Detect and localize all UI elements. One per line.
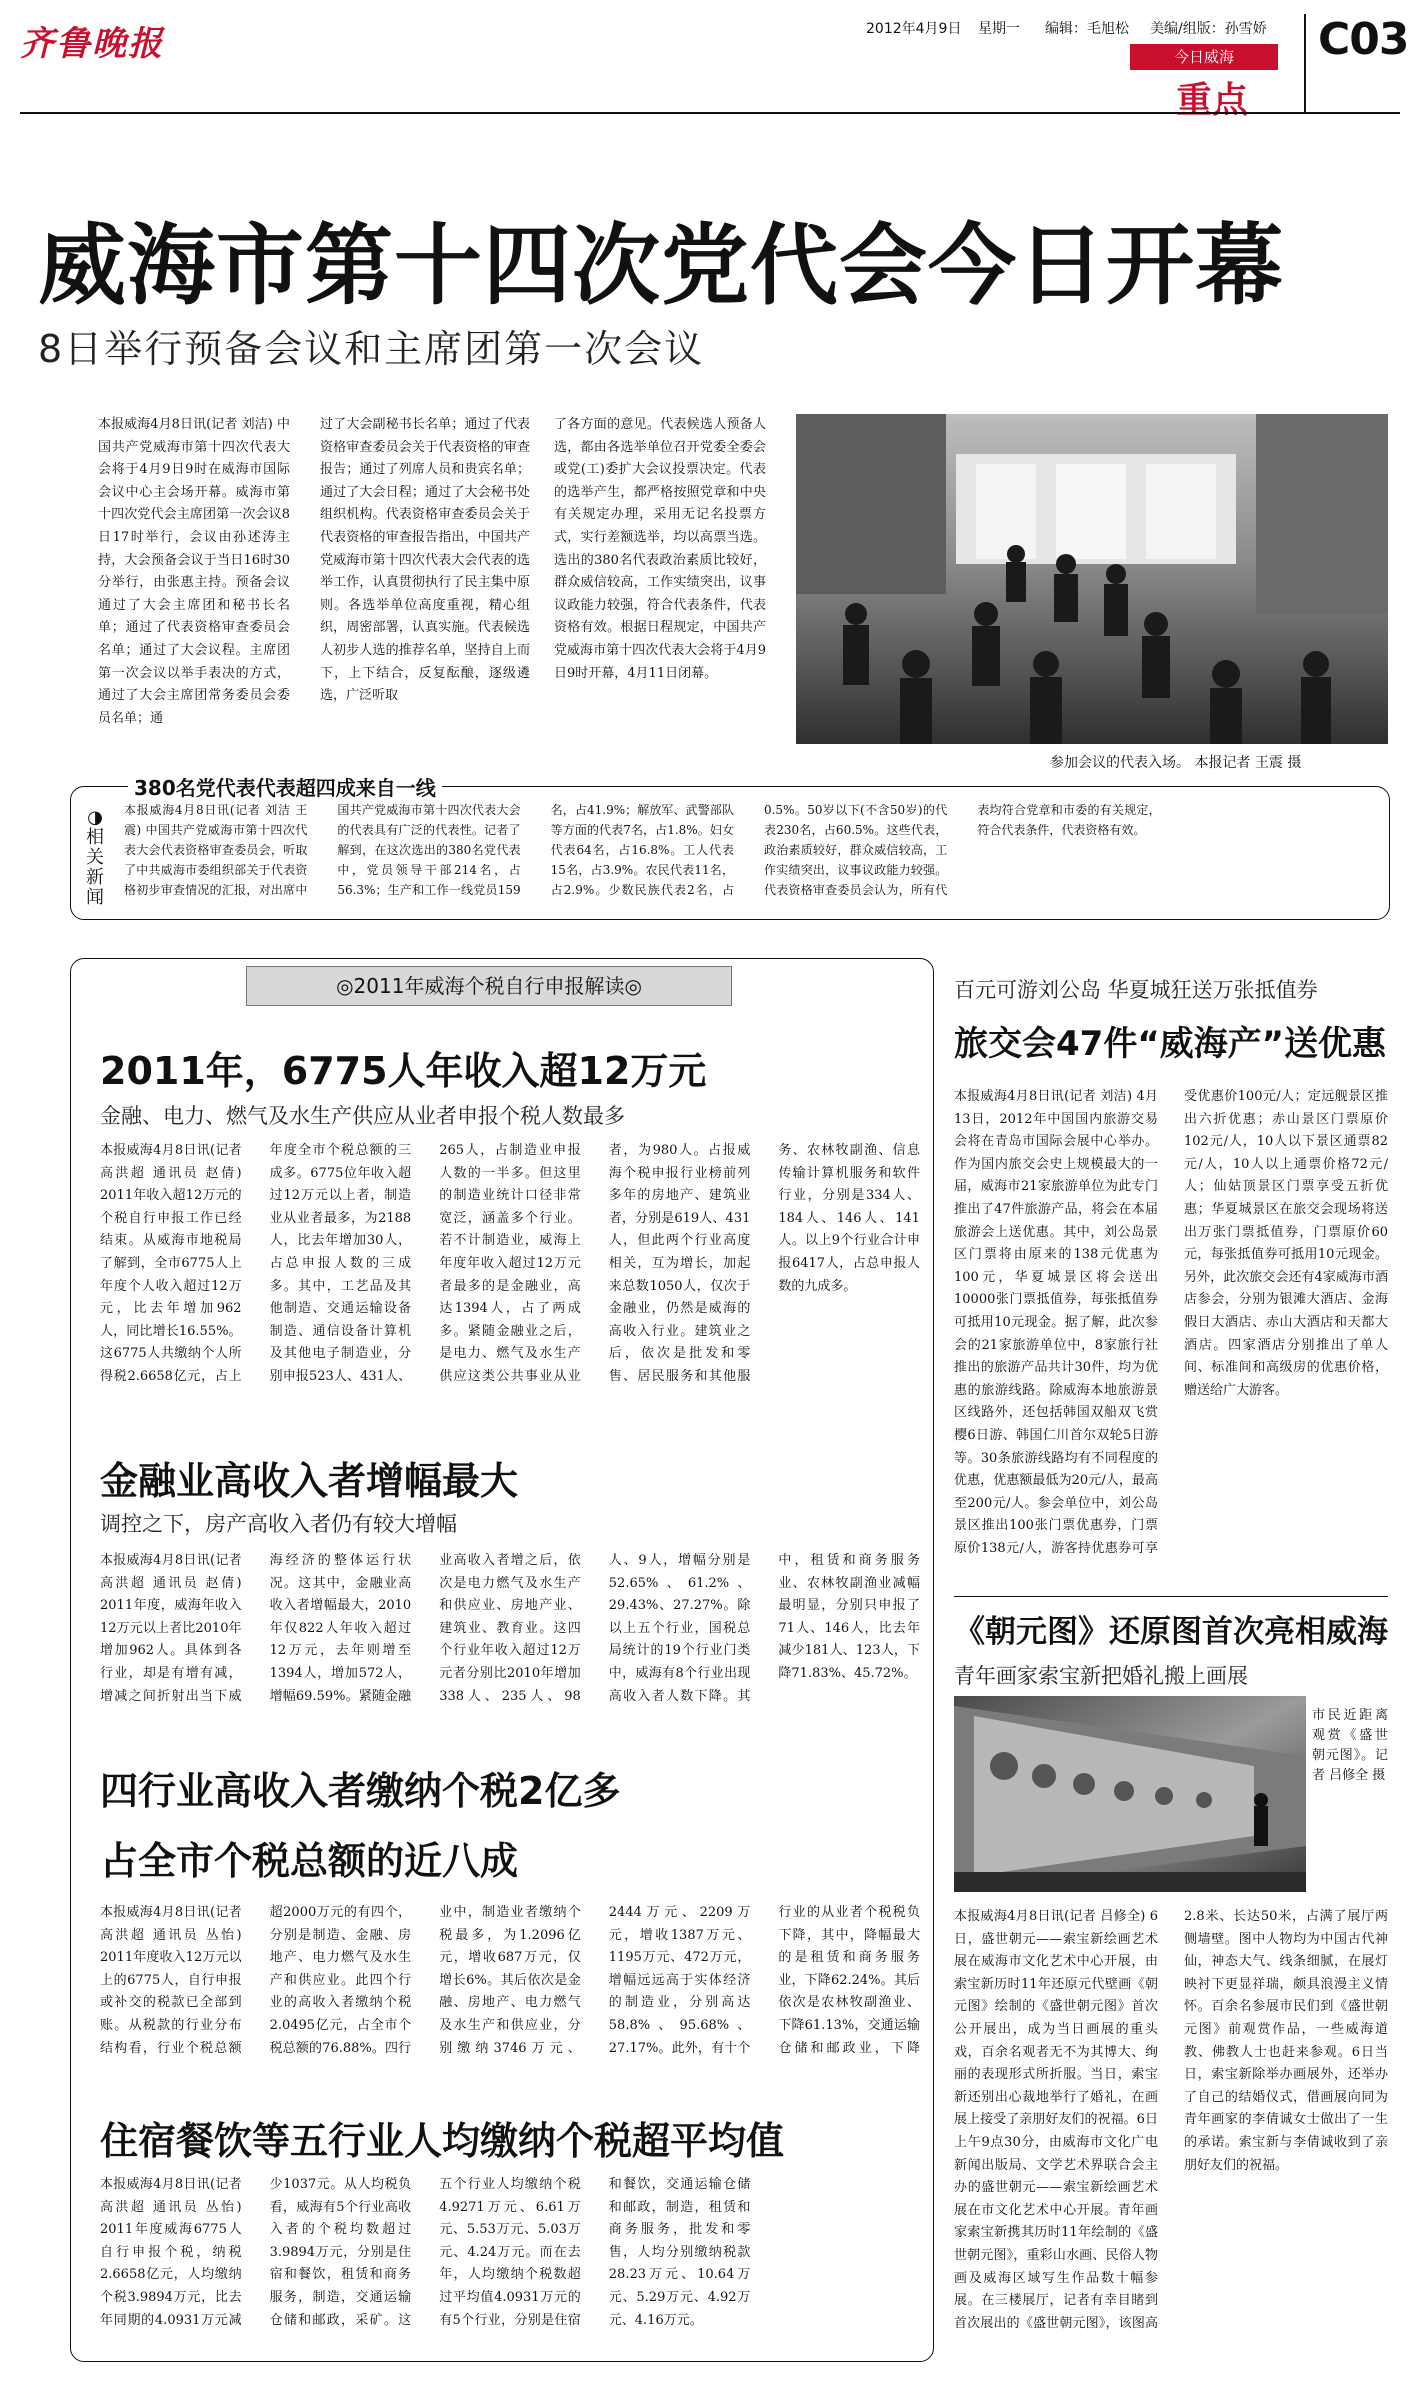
lead-column-1: 本报威海4月8日讯(记者 刘洁) 中国共产党威海市第十四次代表大会将于4月9日9时在威海市国际会议中心主会场开幕。威海市第十四次党代会主席团第一次会议8日17时举行，会议由孙述涛主持，大会预备会议于当日16时30分举行，由张惠主持。预备会议通过了大会主席团和秘书长名单；通过了代表资格审查委员会名单；通过了大会议程。主席团第一次会议以举手表决的方式，通过了大会主席团常务委员会委员名单；通 [98, 417, 290, 726]
art-subhead: 青年画家索宝新把婚礼搬上画展 [954, 1664, 1248, 1688]
tax-a4-headline: 住宿餐饮等五行业人均缴纳个税超平均值 [100, 2119, 785, 2163]
lead-headline: 威海市第十四次党代会今日开幕 [38, 214, 1285, 317]
tax-a3-headline-2: 占全市个税总额的近八成 [100, 1839, 519, 1883]
tax-a2-subhead: 调控之下，房产高收入者仍有较大增幅 [100, 1512, 457, 1536]
paper-logo: 齐鲁晚报 [20, 24, 164, 64]
lead-column-3: 了各方面的意见。代表候选人预备人选，都由各选举单位召开党委全委会或党(工)委扩大会议投票决定。代表的选举产生，都严格按照党章和中央有关规定办理，采用无记名投票方式，实行差额选举，均以高票当选。选出的380名代表政治素质比较好，群众威信较高，工作实绩突出，议事议政能力较强，符合代表条件，代表资格有效。根据日程规定，中国共产党威海市第十四次代表大会将于4月9日9时开幕，4月11日闭幕。 [554, 417, 766, 681]
tax-a1-text: 本报威海4月8日讯(记者 高洪超 通讯员 赵倩) 2011年收入超12万元的个税自行申报工作已经结束。从威海市地税局了解到，全市6775人上年度个人收入超过12万元，比去年增加962人，同比增长16.55%。这6775人共缴纳个人所得税2.6658亿元，占上年度全市个税总额的三成多。6775位年收入超过12万元以上者，制造业从业者最多，为2188人，比去年增加30人，占总申报人数的三成多。其中，工艺品及其他制造、交通运输设备制造、通信设备计算机及其他电子制造业，分别申报523人、431人、265人，占制造业申报人数的一半多。但这里的制造业统计口径非常宽泛，涵盖多个行业。若不计制造业，威海上年度年收入超过12万元者最多的是金融业，高达1394人，占了两成多。紧随金融业之后，是电力、燃气及水生产供应这类公共事业从业者，为980人。占报威海个税申报行业榜前列多年的房地产、建筑业者，分别是619人、431人，但此两个行业高度相关，互为增长，加起来总数1050人，仅次于金融业，仍然是威海的高收入行业。建筑业之后，依次是批发和零售、居民服务和其他服务、农林牧副渔、信息传输计算机服务和软件行业，分别是334人、184人、146人、141人。以上9个行业合计申报6417人，占总申报人数的九成多。 [100, 1143, 920, 1384]
related-text: 本报威海4月8日讯(记者 刘洁 王震) 中国共产党威海市第十四次代表大会代表资格审查委员会，听取了中共威海市委组织部关于代表资格初步审查情况的汇报，对出席中国共产党威海市第十四次代表大会的代表具有广泛的代表性。记者了解到，在这次选出的380名党代表中，党员领导干部214名，占56.3%；生产和工作一线党员159名，占41.9%；解放军、武警部队等方面的代表7名，占1.8%。妇女代表64名，占16.8%。工人代表15名，占3.9%。农民代表11名，占2.9%。少数民族代表2名，占0.5%。50岁以下(不含50岁)的代表230名，占60.5%。这些代表，政治素质较好，群众威信较高，工作实绩突出，议事议政能力较强。代表资格审查委员会认为，所有代表均符合党章和市委的有关规定，符合代表条件，代表资格有效。 [124, 803, 1161, 897]
tax-a1-subhead: 金融、电力、燃气及水生产供应从业者申报个税人数最多 [100, 1104, 625, 1128]
lead-photo-caption: 参加会议的代表入场。 本报记者 王震 摄 [1050, 755, 1302, 771]
issue-date: 2012年4月9日 [866, 21, 962, 37]
tax-a3-text: 本报威海4月8日讯(记者 高洪超 通讯员 丛怡) 2011年度收入12万元以上的6775人，自行申报或补交的税款已全部到账。从税款的行业分布结构看，行业个税总额超2000万元的有四个，分别是制造、金融、房地产、电力燃气及水生产和供应业。此四个行业的高收入者缴纳个税2.0495亿元，占全市个税总额的76.88%。四行业中，制造业者缴纳个税最多，为1.2096亿元，增收687万元，仅增长6%。其后依次是金融、房地产、电力燃气及水生产和供应业，分别缴纳3746万元、2444万元、2209万元，增收1387万元、1195万元、472万元，增幅远远高于实体经济的制造业，分别高达58.8%、95.68%、27.17%。此外，有十个行业的从业者个税税负下降，其中，降幅最大的是租赁和商务服务业，下降62.24%。其后依次是农林牧副渔业、下降61.13%，交通运输仓储和邮政业，下降 [100, 1905, 920, 2056]
section-title: 重点 [1176, 80, 1249, 121]
art-headline: 《朝元图》还原图首次亮相威海 [954, 1614, 1388, 1650]
right-rule [954, 1596, 1388, 1597]
travel-kicker: 百元可游刘公岛 华夏城狂送万张抵值券 [954, 978, 1318, 1002]
editor-credit: 编辑：毛旭松 [1045, 21, 1129, 37]
designer-credit: 美编/组版：孙雪娇 [1150, 21, 1267, 37]
issue-weekday: 星期一 [978, 21, 1020, 37]
travel-headline: 旅交会47件“威海产”送优惠 [954, 1024, 1387, 1064]
related-title: 380名党代表代表超四成来自一线 [128, 772, 442, 801]
tax-a1-headline: 2011年，6775人年收入超12万元 [100, 1049, 707, 1093]
lead-column-2: 过了大会副秘书长名单；通过了代表资格审查委员会关于代表资格的审查报告；通过了列席人员和贵宾名单；通过了大会日程；通过了大会秘书处组织机构。代表资格审查委员会关于代表资格的审查报告指出，中国共产党威海市第十四次代表大会代表的选举工作，认真贯彻执行了民主集中原则。各选举单位高度重视，精心组织，周密部署，认真实施。代表候选人初步人选的推荐名单，坚持自上而下，上下结合，反复酝酿，逐级遴选，广泛听取 [320, 417, 530, 704]
tax-a3-headline-1: 四行业高收入者缴纳个税2亿多 [100, 1769, 621, 1813]
page-number: C03 [1318, 14, 1409, 65]
tax-a4-text: 本报威海4月8日讯(记者 高洪超 通讯员 丛怡) 2011年度威海6775人自行申报个税，纳税2.6658亿元，人均缴纳个税3.9894万元，比去年同期的4.0931万元减少1037元。从人均税负看，威海有5个行业高收入者的个税均数超过3.9894万元，分别是住宿和餐饮，租赁和商务服务，制造，交通运输仓储和邮政，采矿。这五个行业人均缴纳个税4.9271万元、6.61万元、5.53万元、5.03万元、4.24万元。而在去年，人均缴纳个税数超过平均值4.0931万元的有5个行业，分别是住宿和餐饮，交通运输仓储和邮政，制造，租赁和商务服务，批发和零售，人均分别缴纳税款28.23万元、10.64万元、5.29万元、4.92万元、4.16万元。 [100, 2177, 751, 2328]
masthead-rule [20, 112, 1400, 114]
related-label-text: 相关新闻 [86, 827, 104, 908]
travel-text: 本报威海4月8日讯(记者 刘洁) 4月13日，2012年中国国内旅游交易会将在青岛市国际会展中心举办。作为国内旅交会史上规模最大的一届，威海市21家旅游单位为此专门推出了47件旅游产品，将会在本届旅游会上送优惠。其中，刘公岛景区门票将由原来的138元优惠为100元，华夏城景区将会送出10000张门票抵值券，每张抵值券可抵用10元现金。据了解，此次参会的21家旅游单位中，8家旅行社推出的旅游产品共计30件，均为优惠的旅游线路。除威海本地旅游景区线路外，还包括韩国双船双飞赏樱6日游、韩国仁川首尔双轮5日游等。30条旅游线路均有不同程度的优惠，优惠额最低为20元/人，最高至200元/人。参会单位中，刘公岛景区推出100张门票优惠券，门票原价138元/人，游客持优惠券可享受优惠价100元/人；定远舰景区推出六折优惠；赤山景区门票原价102元/人，10人以下景区通票82元/人，10人以上通票价格72元/人；仙姑顶景区门票享受五折优惠；华夏城景区在旅交会现场将送出万张门票抵值券，门票原价60元，每张抵值券可抵用10元现金。另外，此次旅交会还有4家威海市酒店参会，分别为银滩大酒店、金海假日大酒店、赤山大酒店和天都大酒店。四家酒店分别推出了单人间、标准间和高级房的优惠价格，赠送给广大游客。 [954, 1089, 1388, 1556]
lead-photo [796, 414, 1388, 744]
tax-banner: ◎2011年威海个税自行申报解读◎ [246, 966, 732, 1006]
related-bullet-icon: ◑ [87, 807, 103, 828]
tax-a2-text: 本报威海4月8日讯(记者 高洪超 通讯员 赵倩) 2011年度，威海年收入12万元以上者比2010年增加962人。具体到各行业，却是有增有减，增减之间折射出当下威海经济的整体运行状况。这其中，金融业高收入者增幅最大，2010年仅822人年收入超过12万元，去年则增至1394人，增加572人，增幅69.59%。紧随金融业高收入者增之后，依次是电力燃气及水生产和供应业、房地产业、建筑业、教育业。这四个行业年收入超过12万元者分别比2010年增加338人、235人、98人、9人，增幅分别是52.65%、61.2%、29.43%、27.27%。除以上五个行业，国税总局统计的19个行业门类中，威海有8个行业出现高收入者人数下降。其中，租赁和商务服务业、农林牧副渔业减幅最明显，分别只申报了71人、146人，比去年减少181人、123人，下降71.83%、45.72%。 [100, 1553, 920, 1704]
related-label [84, 808, 106, 908]
tax-a2-headline: 金融业高收入者增幅最大 [100, 1459, 519, 1503]
art-photo [954, 1696, 1306, 1892]
lead-subhead: 8日举行预备会议和主席团第一次会议 [38, 327, 705, 371]
art-text: 本报威海4月8日讯(记者 吕修全) 6日，盛世朝元——索宝新绘画艺术展在威海市文化艺术中心开展，由索宝新历时11年还原元代壁画《朝元图》绘制的《盛世朝元图》首次公开展出，成为当日画展的重头戏，百余名观者无不为其博大、绚丽的表现形式所折服。当日，索宝新还别出心裁地举行了婚礼，在画展上接受了亲朋好友们的祝福。6日上午9点30分，由威海市文化广电新闻出版局、文学艺术界联合会主办的盛世朝元——索宝新绘画艺术展在市文化艺术中心开展。青年画家索宝新携其历时11年绘制的《盛世朝元图》，重彩山水画、民俗人物画及威海区域写生作品数十幅参展。在三楼展厅，记者有幸目睹到首次展出的《盛世朝元图》，该图高2.8米、长达50米，占满了展厅两侧墙壁。图中人物均为中国古代神仙，神态大气、线条细腻，在展灯映衬下更显祥瑞，颇具浪漫主义情怀。百余名参展市民们到《盛世朝元图》前观赏作品，一些威海道教、佛教人士也赶来参观。6日当日，索宝新除举办画展外，还举办了自己的结婚仪式，借画展向同为青年画家的李倩诚女士做出了一生的承诺。索宝新与李倩诚收到了亲朋好友们的祝福。 [954, 1909, 1388, 2331]
art-photo-caption: 市民近距离观赏《盛世朝元图》。记者 吕修全 摄 [1312, 1708, 1388, 1783]
section-tag: 今日威海 [1130, 44, 1278, 70]
masthead-divider [1304, 14, 1306, 112]
